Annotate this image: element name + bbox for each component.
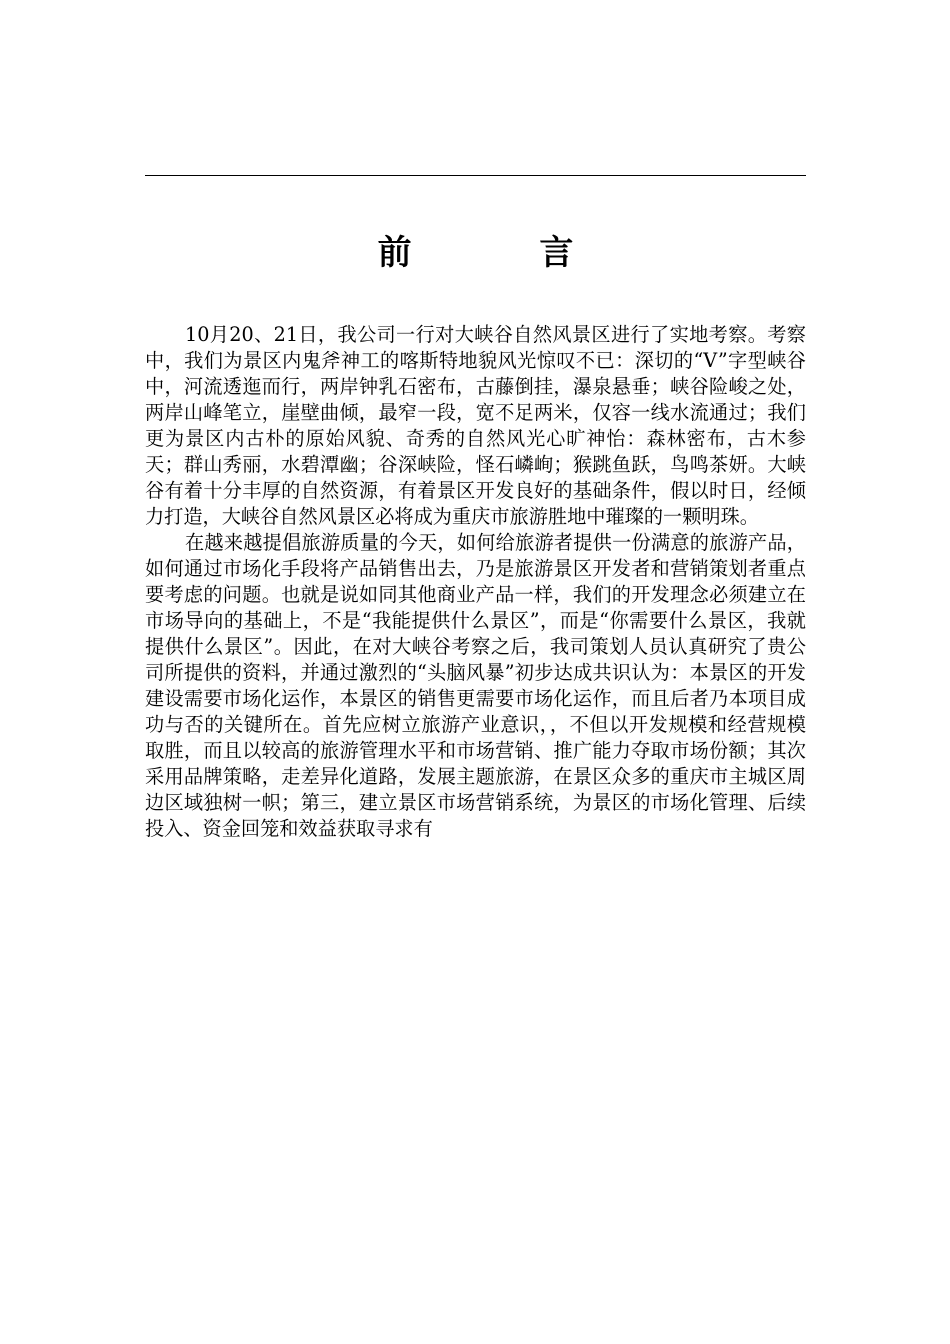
paragraph-1: 10月20、21日，我公司一行对大峡谷自然风景区进行了实地考察。考察中，我们为景区内鬼斧神工的喀斯特地貌风光惊叹不已：深切的“V”字型峡谷中，河流透迤而行，两岸钟乳石密布，古藤倒挂，瀑泉悬垂；峡谷险峻之处，两岸山峰笔立，崖壁曲倾，最窄一段，宽不足两米，仅容一线水流通过；我们更为景区内古朴的原始风貌、奇秀的自然风光心旷神怡：森林密布，古木参天；群山秀丽，水碧潭幽；谷深峡险，怪石嶙峋；猴跳鱼跃，鸟鸣茶妍。大峡谷有着十分丰厚的自然资源，有着景区开发良好的基础条件，假以时日，经倾力打造，大峡谷自然风景区必将成为重庆市旅游胜地中璀璨的一颗明珠。: [145, 323, 806, 528]
body-text: [145, 322, 806, 842]
header-rule: [145, 175, 806, 176]
paragraph-2: 在越来越提倡旅游质量的今天，如何给旅游者提供一份满意的旅游产品，如何通过市场化手段将产品销售出去，乃是旅游景区开发者和营销策划者重点要考虑的问题。也就是说如同其他商业产品一样，我们的开发理念必须建立在市场导向的基础上，不是“我能提供什么景区”，而是“你需要什么景区，我就提供什么景区”。因此，在对大峡谷考察之后，我司策划人员认真研究了贵公司所提供的资料，并通过激烈的“头脑风暴”初步达成共识认为：本景区的开发建设需要市场化运作，本景区的销售更需要市场化运作，而且后者乃本项目成功与否的关键所在。首先应树立旅游产业意识，，不但以开发规模和经营规模取胜，而且以较高的旅游管理水平和市场营销、推广能力夺取市场份额；其次采用品牌策略，走差异化道路，发展主题旅游，在景区众多的重庆市主城区周边区域独树一帜；第三，建立景区市场营销系统，为景区的市场化管理、后续投入、资金回笼和效益获取寻求有: [145, 531, 806, 840]
page-title: 前 言: [377, 233, 632, 273]
